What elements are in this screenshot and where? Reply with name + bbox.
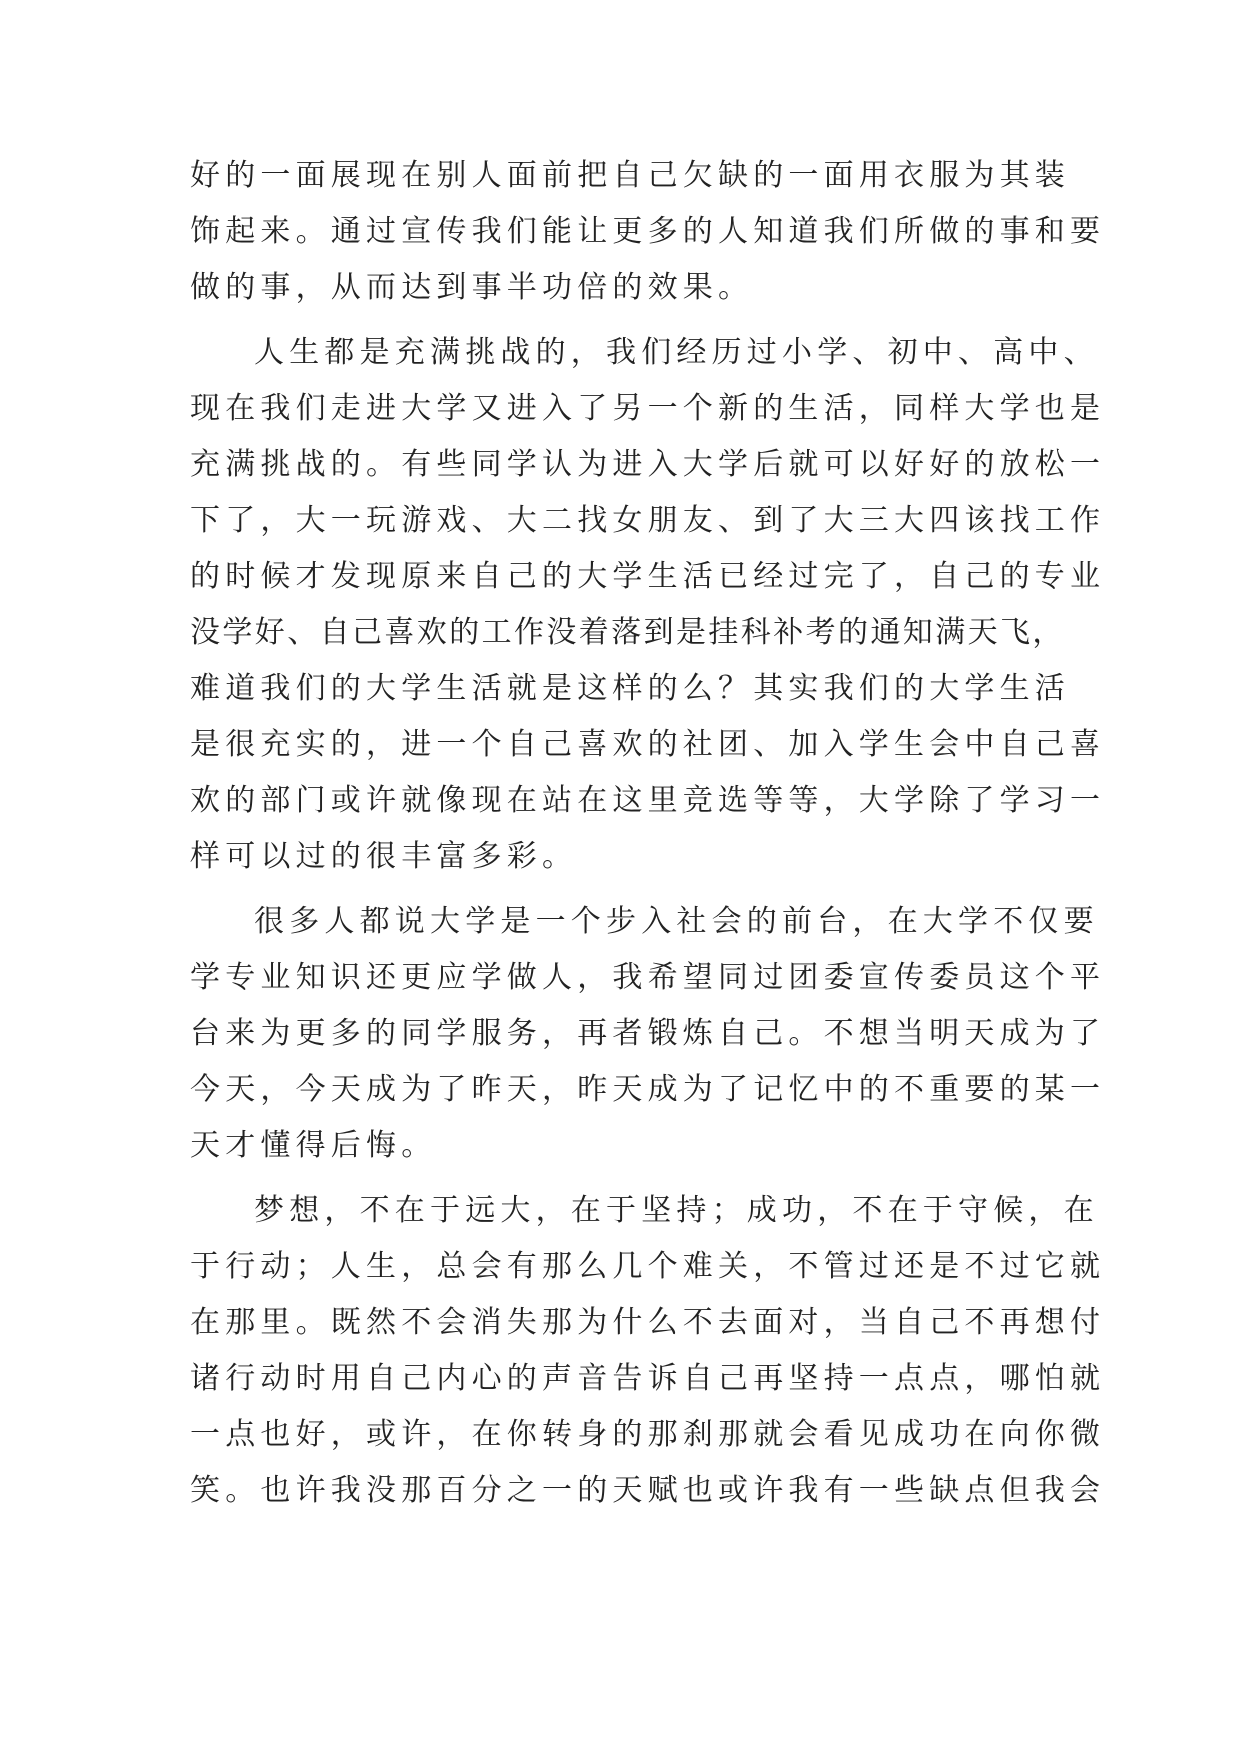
text-line: 没学好、自己喜欢的工作没着落到是挂科补考的通知满天飞， <box>190 615 1065 650</box>
paragraph-first-line: 人生都是充满挑战的，我们经历过小学、初中、高中、 <box>254 335 1099 370</box>
text-line: 于行动；人生，总会有那么几个难关，不管过还是不过它就 <box>190 1249 1106 1284</box>
text-line: 是很充实的，进一个自己喜欢的社团、加入学生会中自己喜 <box>190 727 1106 762</box>
text-line: 诸行动时用自己内心的声音告诉自己再坚持一点点，哪怕就 <box>190 1361 1106 1396</box>
text-line: 做的事，从而达到事半功倍的效果。 <box>190 270 754 305</box>
text-line: 好的一面展现在别人面前把自己欠缺的一面用衣服为其装 <box>190 158 1070 193</box>
text-line: 天才懂得后悔。 <box>190 1128 437 1163</box>
text-line: 台来为更多的同学服务，再者锻炼自己。不想当明天成为了 <box>190 1016 1106 1051</box>
text-line: 现在我们走进大学又进入了另一个新的生活，同样大学也是 <box>190 391 1106 426</box>
paragraph-first-line: 很多人都说大学是一个步入社会的前台，在大学不仅要 <box>254 904 1099 939</box>
text-line: 的时候才发现原来自己的大学生活已经过完了，自己的专业 <box>190 559 1106 594</box>
text-line: 在那里。既然不会消失那为什么不去面对，当自己不再想付 <box>190 1305 1106 1340</box>
paragraph-first-line: 梦想，不在于远大，在于坚持；成功，不在于守候，在 <box>254 1193 1099 1228</box>
text-line: 笑。也许我没那百分之一的天赋也或许我有一些缺点但我会 <box>190 1473 1106 1508</box>
text-line: 今天，今天成为了昨天，昨天成为了记忆中的不重要的某一 <box>190 1072 1106 1107</box>
text-line: 充满挑战的。有些同学认为进入大学后就可以好好的放松一 <box>190 447 1106 482</box>
text-line: 学专业知识还更应学做人，我希望同过团委宣传委员这个平 <box>190 960 1106 995</box>
text-line: 欢的部门或许就像现在站在这里竞选等等，大学除了学习一 <box>190 783 1106 818</box>
text-line: 下了，大一玩游戏、大二找女朋友、到了大三大四该找工作 <box>190 503 1106 538</box>
text-line: 饰起来。通过宣传我们能让更多的人知道我们所做的事和要 <box>190 214 1106 249</box>
text-line: 难道我们的大学生活就是这样的么？其实我们的大学生活 <box>190 671 1070 706</box>
text-line: 样可以过的很丰富多彩。 <box>190 839 578 874</box>
text-line: 一点也好，或许，在你转身的那刹那就会看见成功在向你微 <box>190 1417 1106 1452</box>
